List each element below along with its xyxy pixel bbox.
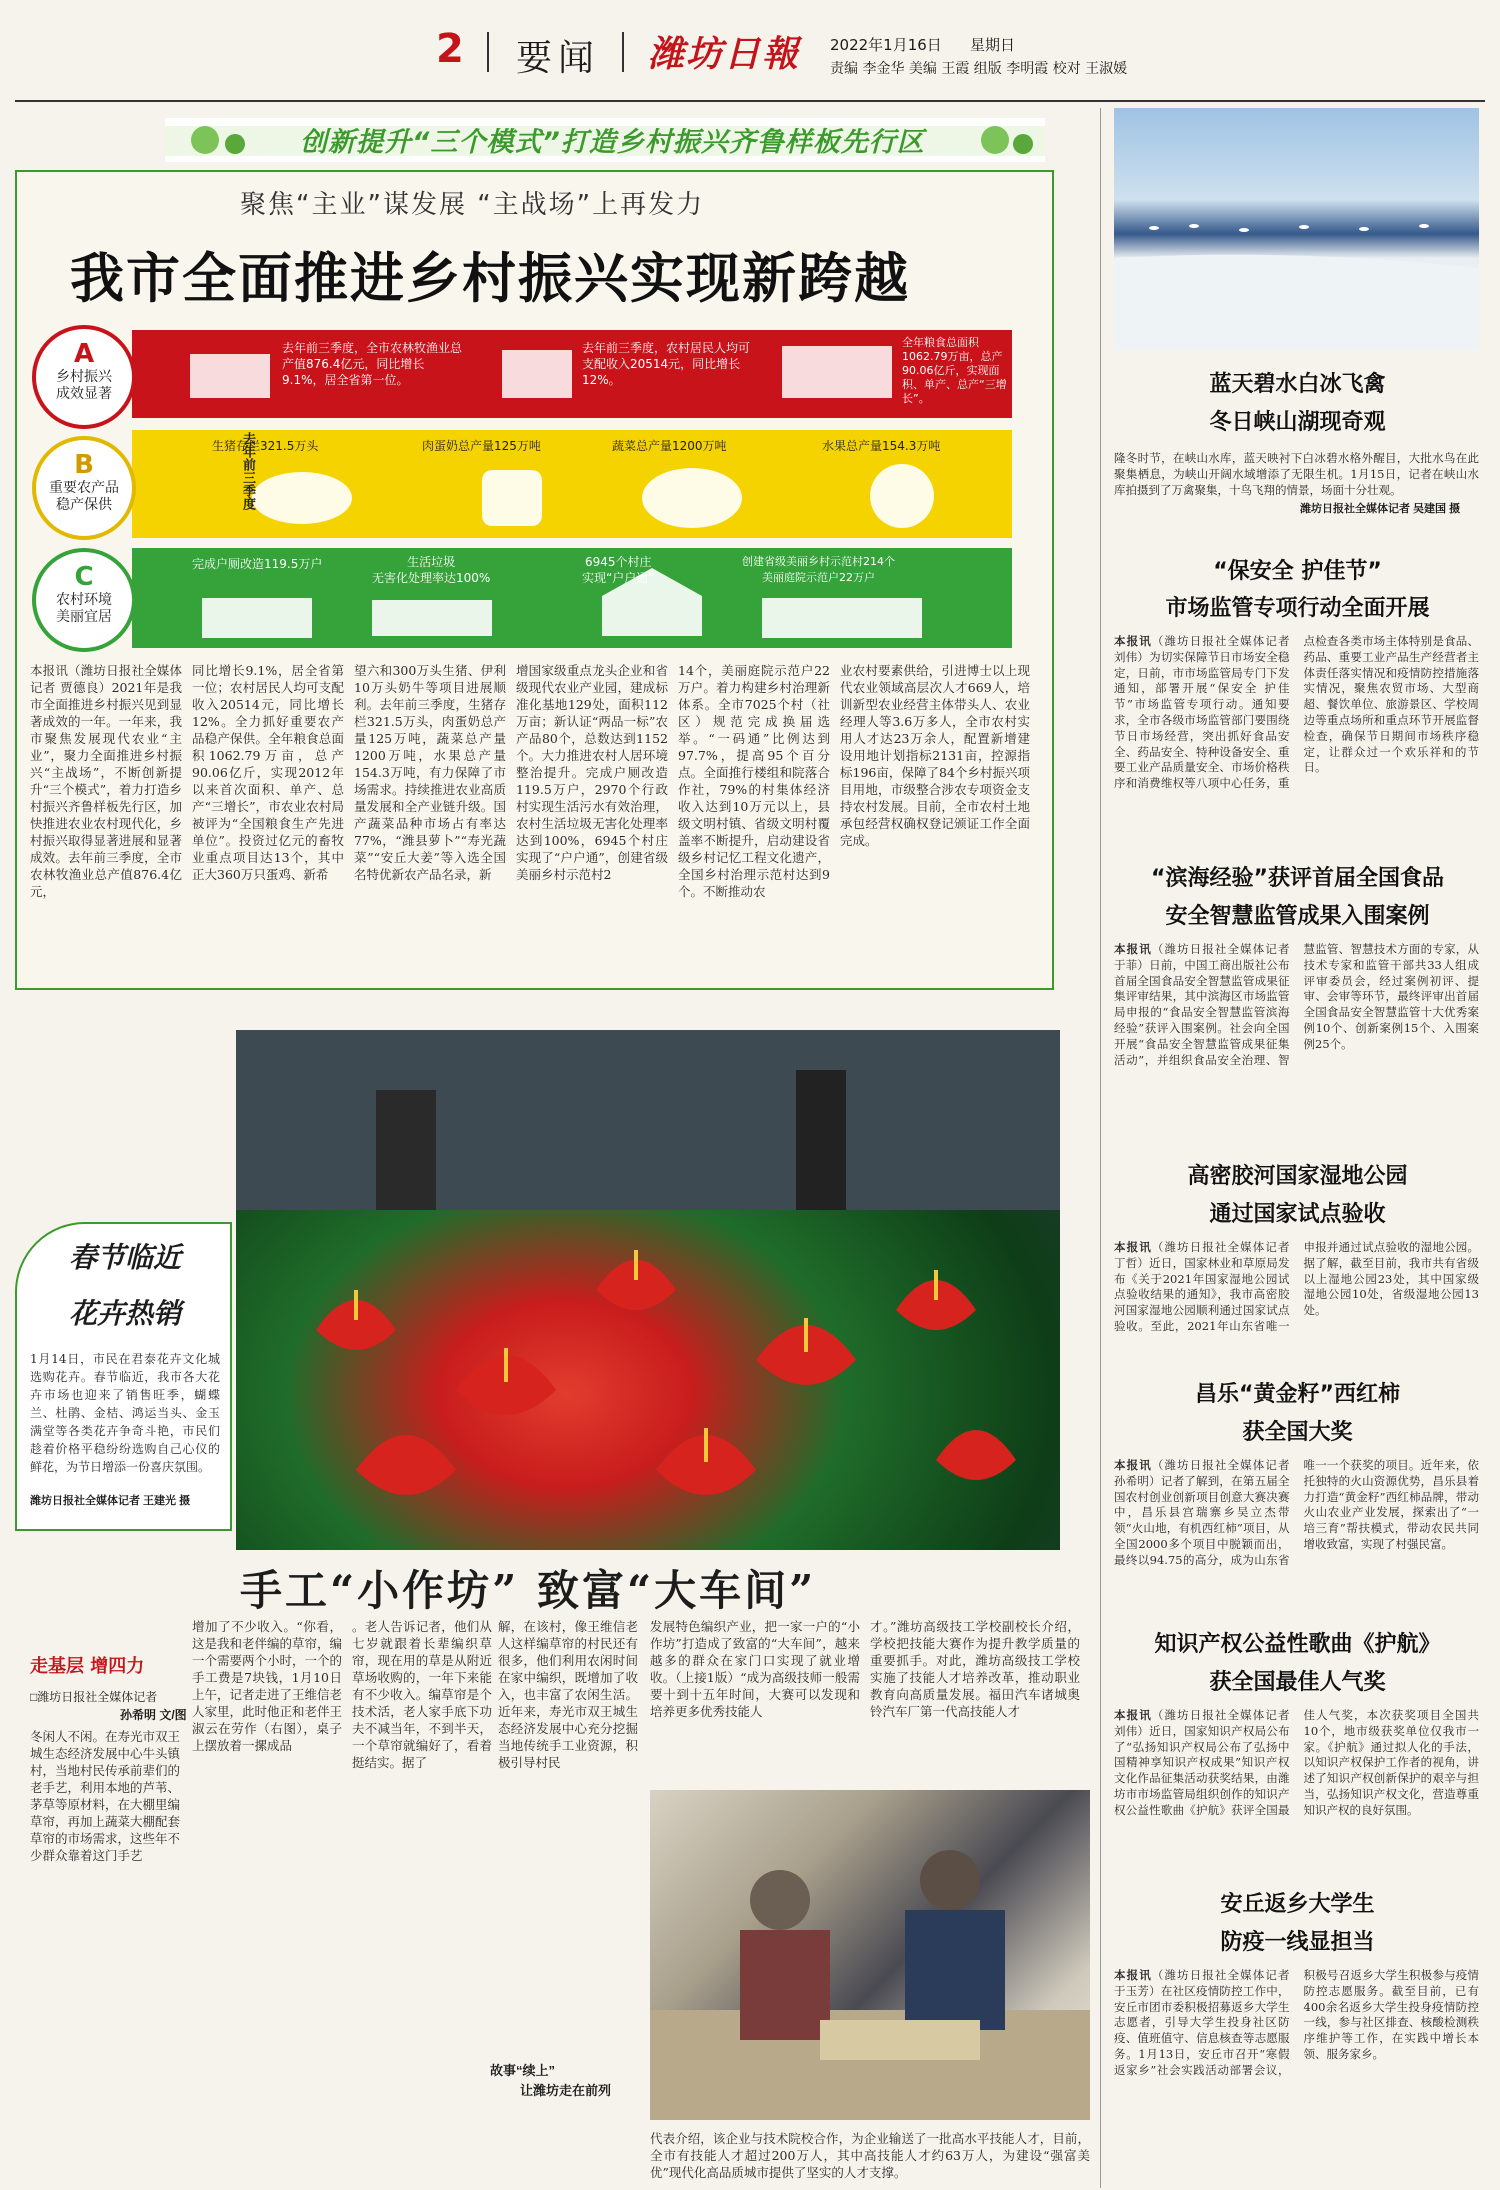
workshop-body-column: 代表介绍，该企业与技术院校合作，为企业输送了一批高水平技能人才，目前，全市有技能人才超过200万人，其中高技能人才约63万人，为建设“强富美优”现代化高品质城市提供了坚实的人才支撑。 <box>650 2131 1090 2180</box>
section-c-letter: C <box>74 562 94 592</box>
section-b-letter: B <box>74 450 94 480</box>
infographic-band-a <box>132 330 1012 418</box>
workshop-body-column: 。老人告诉记者，他们从七岁就跟着长辈编织草帘，现在用的草是从附近草场收购的，一年下来能有不少收入。编草帘是个技术活，老人家手底下功夫不减当年，不到半天，一个草帘就编好了，看着挺结实。据了 <box>352 1619 492 1770</box>
column-tag: 走基层 增四力 <box>30 1656 145 1677</box>
feature-body-column: 本报讯（潍坊日报社全媒体记者 贾德良）2021年是我市全面推进乡村振兴见到显著成效的一年。一年来，我市聚焦发展现代农业“主业”，聚力全面推进乡村振兴“主战场”，不断创新提升“三个模式”，着力打造乡村振兴齐鲁样板先行区，加快推进农业农村现代化，乡村振兴取得显著进展和显著成效。去年前三季度，全市农林牧渔业总产值876.4亿元， <box>30 663 182 899</box>
stat-a2: 去年前三季度，农村居民人均可支配收入20514元，同比增长12%。 <box>582 341 751 387</box>
banner-title: 创新提升“三个模式”打造乡村振兴齐鲁样板先行区 <box>300 127 925 158</box>
tree-icon <box>225 134 245 154</box>
pig-icon <box>252 472 352 524</box>
feature-headline: 我市全面推进乡村振兴实现新跨越 <box>70 246 910 310</box>
workshop-subhead: 故事“续上” <box>490 2063 556 2078</box>
section-a-letter: A <box>73 339 95 369</box>
elder-man-figure <box>920 1850 980 1910</box>
weaving-elders-image <box>650 1790 1090 2120</box>
feature-body-column: 望六和300万头生猪、伊利10万头奶牛等项目进展顺利。去年前三季度，生猪存栏321.5万头，肉蛋奶总产量125万吨，蔬菜总产量1200万吨，水果总产量154.3万吨，有力保障了市场需求。持续推进农业高质量发展和全产业链升级。国产蔬菜品种市场占有率达77%，“潍县萝卜”“寿光蔬菜”“安丘大姜”等入选全国名特优新农产品名录，新 <box>354 663 506 882</box>
stat-b4: 水果总产量154.3万吨 <box>822 439 941 453</box>
issue-date: 2022年1月16日 <box>830 36 942 54</box>
section-a-badge <box>32 325 136 429</box>
stat-c4: 创建省级美丽乡村示范村214个 美丽庭院示范户22万户 <box>742 555 895 584</box>
feature-body-column: 同比增长9.1%，居全省第一位；农村居民人均可支配收入20514元，同比增长12%。全力抓好重要农产品稳产保供。全年粮食总面积1062.79万亩，总产90.06亿斤，实现2012年以来首次面积、单产、总产“三增长”，市农业农村局被评为“全国粮食生产先进单位”。投资过亿元的畜牧业重点项目达13个，其中正大360万只蛋鸡、新希 <box>192 663 344 882</box>
tomato-body <box>1114 1458 1479 1600</box>
tree-icon <box>1013 134 1033 154</box>
wetland-title-2: 通过国家试点验收 <box>1209 1202 1386 1227</box>
song-title-1: 知识产权公益性歌曲《护航》 <box>1154 1632 1441 1657</box>
flower-title <box>40 1230 210 1342</box>
food-title-1: “滨海经验”获评首届全国食品 <box>1151 866 1444 891</box>
tree-icon <box>981 126 1009 154</box>
stat-b2: 肉蛋奶总产量125万吨 <box>422 439 541 453</box>
song-text: （潍坊日报社全媒体记者 刘伟）近日，国家知识产权局公布了“弘扬知识产权局公布了弘扬中国精神享知识产权成果”知识产权文化作品征集活动获奖结果，由潍坊市市场监管局组织创作的知识产权公益性歌曲《护航》获评全国最佳人气奖，本次获奖项目全国共10个，地市级获奖单位仅我市一家。《护航》通过拟人化的手法，以知识产权保护工作者的视角，讲述了知识产权创新保护的艰辛与担当，弘扬知识产权文化，营造尊重知识产权的良好氛围。 <box>1114 1708 1479 1817</box>
students-title-2: 防疫一线显担当 <box>1220 1930 1375 1955</box>
workshop-author: □潍坊日报社全媒体记者 <box>30 1690 158 1704</box>
divider <box>622 32 624 72</box>
students-text: （潍坊日报社全媒体记者 于玉芳）在社区疫情防控工作中，安丘市团市委积极招募返乡大学生志愿者，引导大学生投身社区防疫、值班值守、信息核查等志愿服务。1月13日，安丘市召开“寒假返家乡”社会实践活动部署会议，积极号召返乡大学生积极参与疫情防控志愿服务。截至目前，已有400余名返乡大学生投身疫情防控一线，参与社区排查、核酸检测秩序维护等工作，在实践中增长本领、服务家乡。 <box>1114 1968 1479 2077</box>
dateline: 本报讯 <box>1114 942 1152 956</box>
stat-c1: 完成户厕改造119.5万户 <box>192 557 323 571</box>
section-b-label: 重要农产品 稳产保供 <box>49 480 119 513</box>
dateline: 本报讯 <box>1114 634 1152 648</box>
stat-c3: 6945个村庄 实现“户户通” <box>582 555 655 585</box>
tomato-title-1: 昌乐“黄金籽”西红柿 <box>1195 1382 1400 1407</box>
toilet-icon <box>202 598 312 638</box>
village-icon <box>762 598 922 638</box>
dateline: 本报讯 <box>1114 1968 1152 1982</box>
section-name: 要闻 <box>516 38 601 79</box>
feature-body-column: 业农村要素供给，引进博士以上现代农业领域高层次人才669人，培训新型农业经营主体带头人、农业经理人等3.6万多人，全市农村实用人才达23万余人，配置新增建设用地计划指标2131亩，控源指标196亩，保障了84个乡村振兴项目用地，市级整合涉农专项资金支持农村发展。目前，全市农村土地承包经营权确权登记颁证工作全面完成。 <box>840 663 1030 848</box>
infographic-band-c <box>132 548 1012 648</box>
shopper-figure <box>796 1070 846 1210</box>
lake-title-2: 冬日峡山湖现奇观 <box>1209 410 1386 435</box>
lake-photo <box>1114 108 1479 350</box>
tomato-text: （潍坊日报社全媒体记者 孙希明）记者了解到，在第五届全国农村创业创新项目创意大赛决赛中，昌乐县宫瑞寨乡吴立杰带领“火山地，有机西红柿”项目，从全国2000多个项目中脱颖而出，最终以94.75的高分，成为山东省唯一一个获奖的项目。近年来，依托独特的火山资源优势，昌乐县着力打造“黄金籽”西红柿品牌，带动火山农业产业发展，探索出了“一培三育”帮扶模式，带动农民共同增收致富，实现了村强民富。 <box>1114 1458 1479 1567</box>
header-rule <box>15 100 1485 102</box>
farm-produce-icon <box>132 330 1012 418</box>
shopper-figure <box>376 1090 436 1210</box>
feature-body-column: 14个，美丽庭院示范户22万户。着力构建乡村治理新体系。全市7025个村（社区）规范完成换届选举。“一码通”比例达到97.7%，提高95个百分点。全面推行楼组和院落合作社，79%的村集体经济收入达到10万元以上，县级文明村镇、省级文明村覆盖率不断提升，启动建设省级乡村记忆工程文化遗产，全国乡村治理示范村达到9个。不断推动农 <box>678 663 830 899</box>
column-divider <box>1100 108 1101 2188</box>
workshop-subhead-2: 让潍坊走在前列 <box>520 2083 612 2098</box>
period-label: 去年前三季度 <box>240 432 255 510</box>
wetland-title-1: 高密胶河国家湿地公园 <box>1187 1164 1408 1189</box>
market-title-1: “保安全 护佳节” <box>1213 559 1382 584</box>
lake-title-1: 蓝天碧水白冰飞禽 <box>1209 372 1386 397</box>
lake-credit: 潍坊日报社全媒体记者 吴建国 摄 <box>1300 503 1461 515</box>
song-title-2: 获全国最佳人气奖 <box>1209 1670 1386 1695</box>
market-body <box>1114 634 1479 812</box>
dateline: 本报讯 <box>1114 1708 1152 1722</box>
tree-icon <box>191 126 219 154</box>
vegetable-icon <box>642 468 742 528</box>
issue-weekday: 星期日 <box>970 36 1016 54</box>
feature-kicker: 聚焦“主业”谋发展 “主战场”上再发力 <box>240 190 705 220</box>
fruit-icon <box>870 464 934 528</box>
workshop-body-column: 冬闲人不闲。在寿光市双王城生态经济发展中心牛头镇村，当地村民传承前辈们的老手艺，利用本地的芦苇、茅草等原材料，在大棚里编草帘，再加上蔬菜大棚配套草帘的市场需求，这些年不少群众靠着这门手艺 <box>30 1729 180 1863</box>
wetland-body <box>1114 1240 1479 1350</box>
feature-body-column: 增国家级重点龙头企业和省级现代农业产业园，建成标准化基地129处，面积112万亩；新认证“两品一标”农产品80个，总数达到1152个。大力推进农村人居环境整治提升。完成户厕改造119.5万户，2970个行政村实现生活污水有效治理，农村生活垃圾无害化处理率达到100%，6945个村庄实现了“户户通”，创建省级美丽乡村示范村2 <box>516 663 668 882</box>
section-c-label: 农村环境 美丽宜居 <box>56 592 112 625</box>
flower-title-2: 花卉热销 <box>68 1297 181 1330</box>
lake-birds-image <box>1114 108 1479 350</box>
lake-caption: 隆冬时节，在峡山水库，蓝天映衬下白冰碧水格外醒目，大批水鸟在此聚集栖息，为峡山开阔水域增添了无限生机。1月15日，记者在峡山水库拍摄到了万禽聚集，十鸟飞翔的情景，场面十分壮观。 <box>1114 451 1479 497</box>
workshop-body-column: 解，在该村，像王维信老人这样编草帘的村民还有很多，他们利用农闲时间在家中编织，既增加了收入，也丰富了农闲生活。近年来，寿光市双王城生态经济发展中心充分挖掘当地传统手工业资源，积极引导村民 <box>498 1619 638 1770</box>
editor-credits: 责编 李金华 美编 王霞 组版 李明霞 校对 王淑媛 <box>830 61 1128 77</box>
food-text: （潍坊日报社全媒体记者 于菲）日前，中国工商出版社公布首届全国食品安全智慧监管成果征集评审结果，其中滨海区市场监管局申报的“食品安全智慧监管滨海经验”获评入围案例。社会向全国开展“食品安全智慧监管成果征集活动”，并组织食品安全治理、智慧监管、智慧技术方面的专家，从技术专家和监管干部共33人组成评审委员会，经过案例初评、提审、会审等环节，最终评审出首届全国食品安全智慧监管十大优秀案例10个、创新案例15个、入围案例25个。 <box>1114 942 1479 1067</box>
flower-credit: 潍坊日报社全媒体记者 王建光 摄 <box>30 1495 191 1507</box>
section-c-badge <box>32 548 136 652</box>
workshop-photo <box>650 1790 1090 2120</box>
straw-mat <box>820 2020 980 2060</box>
workshop-body-column: 增加了不少收入。“你看，这是我和老伴编的草帘，编一个需要两个小时，一个的手工费是7块钱，1月10日上午，记者走进了王维信老人家里，此时他正和老伴王淑云在劳作（右图），桌子上摆放着一摞成品 <box>192 1619 342 1753</box>
workshop-body-column: 才。”潍坊高级技工学校副校长介绍，学校把技能大赛作为提升教学质量的重要抓手。对此，潍坊高级技工学校实施了技能人才培养改革，推动职业教育向高质量发展。福田汽车诸城奥铃汽车厂第一代高技能人才 <box>870 1619 1080 1719</box>
stat-b1: 生猪存栏321.5万头 <box>212 439 319 453</box>
divider <box>487 32 489 72</box>
flower-photo <box>236 1030 1060 1550</box>
students-title-1: 安丘返乡大学生 <box>1220 1892 1375 1917</box>
workshop-body-column: 发展特色编织产业，把一家一户的“小作坊”打造成了致富的“大车间”，越来越多的群众在家门口实现了就业增收。（上接1版）“成为高级技师一般需要十到十五年时间，大赛可以发现和培养更多优秀技能人 <box>650 1619 860 1719</box>
section-b-badge <box>32 436 136 540</box>
tomato-title-2: 获全国大奖 <box>1242 1420 1353 1445</box>
song-body <box>1114 1708 1479 1850</box>
market-text: （潍坊日报社全媒体记者 刘伟）为切实保障节日市场安全稳定，日前，市市场监管局专门下发通知，部署开展“保安全 护佳节”市场监管专项行动。通知要求，全市各级市场监管部门要围绕节日市场经营，突出抓好食品安全、药品安全、特种设备安全、重要工业产品质量安全、市场价格秩序和消费维权等八项中心任务，重点检查各类市场主体特别是食品、药品、重要工业产品生产经营者主体责任落实情况和疫情防控措施落实情况，聚焦农贸市场、大型商超、餐饮单位、旅游景区、学校周边等重点场所和重点环节开展监督检查，确保节日期间市场秩序稳定，让群众过一个欢乐祥和的节日。 <box>1114 634 1479 791</box>
page-number: 2 <box>436 26 464 72</box>
wetland-text: （潍坊日报社全媒体记者 丁哲）近日，国家林业和草原局发布《关于2021年国家湿地公园试点验收结果的通知》，我市高密胶河国家湿地公园顺利通过国家试点验收。至此，2021年山东省唯一申报并通过试点验收的湿地公园。据了解，截至目前，我市共有省级以上湿地公园23处，其中国家级湿地公园10处，省级湿地公园13处。 <box>1114 1240 1479 1333</box>
flower-caption: 1月14日，市民在君泰花卉文化城选购花卉。春节临近，我市各大花卉市场也迎来了销售旺季，蝴蝶兰、杜鹃、金桔、鸿运当头、金玉满堂等各类花卉争奇斗艳，市民们趁着价格平稳纷纷选购自己心仪的鲜花，为节日增添一份喜庆氛围。 <box>30 1352 220 1474</box>
workshop-author-2: 孙希明 文/图 <box>120 1708 187 1722</box>
section-a-label: 乡村振兴 成效显著 <box>56 369 112 402</box>
food-body <box>1114 942 1479 1120</box>
students-body <box>1114 1968 1479 2178</box>
flower-title-1: 春节临近 <box>68 1241 181 1274</box>
dateline: 本报讯 <box>1114 1458 1152 1472</box>
elder-woman-figure <box>750 1870 810 1930</box>
workshop-headline: 手工“小作坊” 致富“大车间” <box>240 1566 817 1615</box>
food-title-2: 安全智慧监管成果入围案例 <box>1165 904 1430 929</box>
stat-a3: 全年粮食总面积1062.79万亩，总产90.06亿斤，实现面积、单产、总产“三增长”。 <box>902 336 1007 405</box>
newspaper-logo: 潍坊日報 <box>648 33 801 75</box>
milk-icon <box>482 470 542 526</box>
stat-c2: 生活垃圾 无害化处理率达100% <box>372 555 491 585</box>
stat-a1: 去年前三季度，全市农林牧渔业总产值876.4亿元，同比增长9.1%，居全省第一位。 <box>282 341 463 387</box>
dateline: 本报讯 <box>1114 1240 1152 1254</box>
stat-b3: 蔬菜总产量1200万吨 <box>612 439 727 453</box>
truck-icon <box>372 600 492 636</box>
flower-market-image <box>236 1030 1060 1550</box>
infographic-band-b <box>132 430 1012 538</box>
market-title-2: 市场监管专项行动全面开展 <box>1165 596 1430 621</box>
